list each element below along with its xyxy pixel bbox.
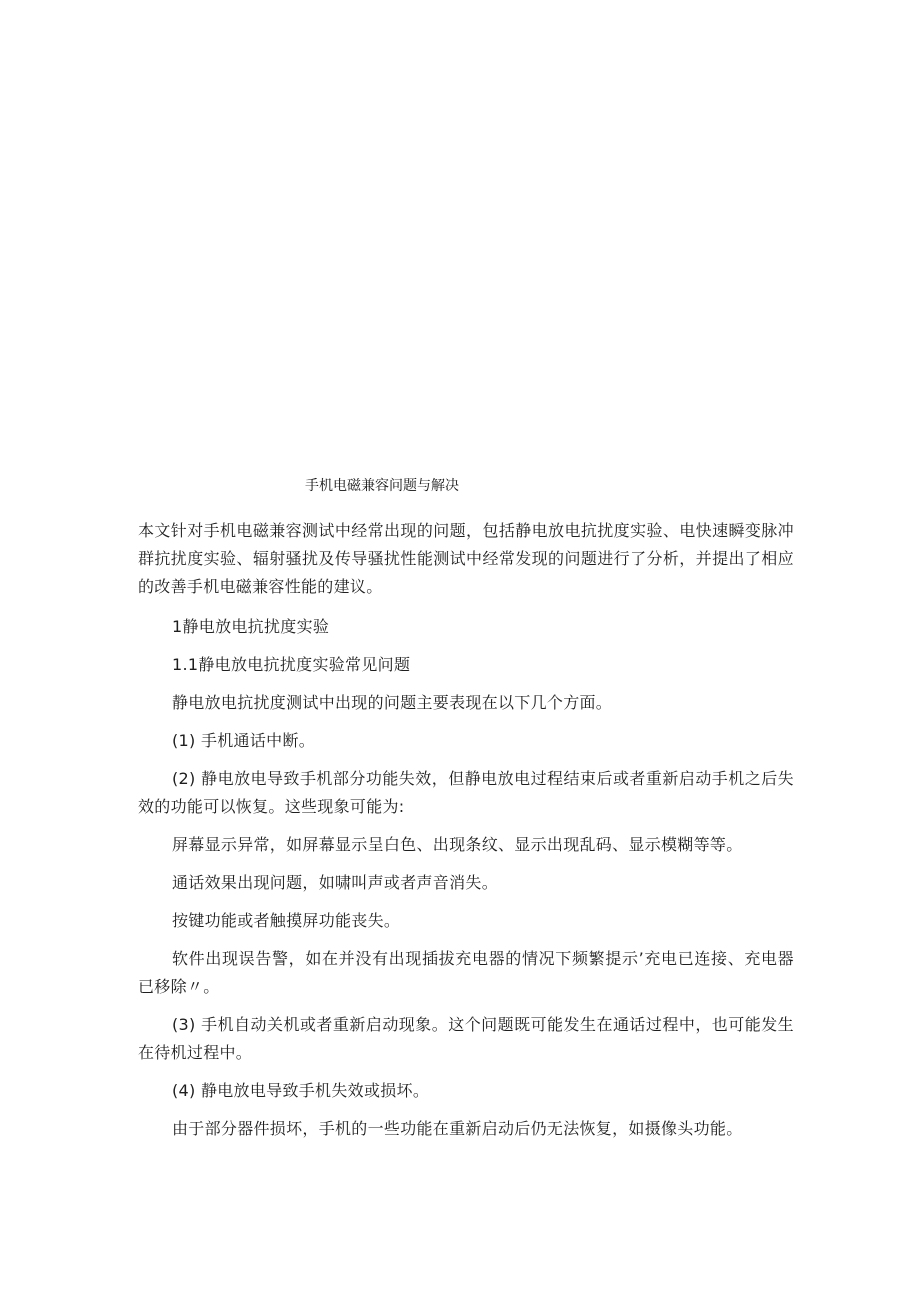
- list-item-3: (3) 手机自动关机或者重新启动现象。这个问题既可能发生在通话过程中，也可能发生在待机过程中。: [138, 1015, 794, 1062]
- symptom-display: 屏幕显示异常，如屏幕显示呈白色、出现条纹、显示出现乱码、显示模糊等等。: [172, 835, 743, 854]
- list-item-2: (2) 静电放电导致手机部分功能失效，但静电放电过程结束后或者重新启动手机之后失效的功能可以恢复。这些现象可能为:: [138, 769, 794, 816]
- document-title: 手机电磁兼容问题与解决: [305, 478, 459, 494]
- body-paragraph-final: 由于部分器件损坏，手机的一些功能在重新启动后仍无法恢复，如摄像头功能。: [172, 1119, 743, 1138]
- intro-paragraph: 本文针对手机电磁兼容测试中经常出现的问题，包括静电放电抗扰度实验、电快速瞬变脉冲群抗扰度实验、辐射骚扰及传导骚扰性能测试中经常发现的问题进行了分析，并提出了相应的改善手机电磁兼容性能的建议。: [138, 521, 794, 596]
- subsection-heading: 1.1静电放电抗扰度实验常见问题: [172, 655, 411, 674]
- document-body: [138, 517, 794, 1143]
- symptom-software: 软件出现误告警，如在并没有出现插拔充电器的情况下频繁提示’充电已连接、充电器已移除〃。: [138, 949, 794, 996]
- section-heading: 1静电放电抗扰度实验: [172, 617, 330, 636]
- list-item-4: (4) 静电放电导致手机失效或损坏。: [172, 1081, 430, 1100]
- symptom-audio: 通话效果出现问题，如啸叫声或者声音消失。: [172, 873, 499, 892]
- body-paragraph: 静电放电抗扰度测试中出现的问题主要表现在以下几个方面。: [172, 693, 613, 712]
- symptom-keys: 按键功能或者触摸屏功能丧失。: [172, 911, 401, 930]
- list-item-1: (1) 手机通话中断。: [172, 731, 316, 750]
